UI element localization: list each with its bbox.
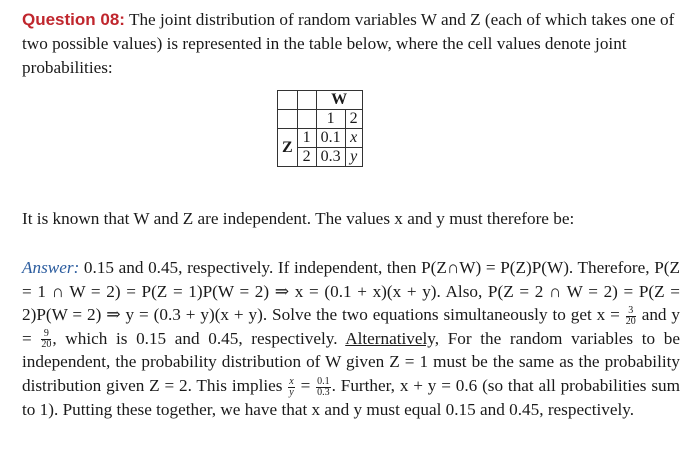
independence-statement: It is known that W and Z are independent. The values x and y must therefore be: (22, 209, 575, 228)
answer-text-2: and y = (22, 305, 681, 348)
equals-sign: = (300, 375, 311, 395)
z-value-2: 2 (297, 148, 316, 167)
table-cell: 0.1 (316, 129, 345, 148)
table-corner-cell (297, 110, 316, 129)
fraction: $\frac{x}{y}$ (289, 375, 294, 398)
table-cell: x (345, 129, 362, 148)
z-value-1: 1 (297, 129, 316, 148)
fraction: $\frac{0.1}{0.3}$ (317, 375, 330, 398)
joint-distribution-table (277, 90, 363, 167)
z-header: Z (278, 129, 298, 167)
answer-label: Answer: (22, 258, 80, 277)
alternatively-link: Alternatively, (345, 328, 440, 348)
fraction: $\frac{3}{20}$ (625, 304, 636, 327)
answer-text-5: . Further, x + y = 0.6 (so that all probabilities sum to 1). Putting these together, we have that x and y must equal 0.15 and 0.45, respectively. (22, 375, 680, 419)
table-cell: 0.3 (316, 148, 345, 167)
question-body: The joint distribution of random variables W and Z (each of which takes one of two possible values) is represented in the table below, where the cell values denote joint probabilities: (22, 10, 675, 77)
table-corner-cell (278, 91, 298, 110)
answer-text-4: For the random variables to be independent, the probability distribution of W given Z = 1 must be the same as the probability distribution given Z = 2. This implies (22, 328, 680, 395)
w-value-2: 2 (345, 110, 362, 129)
answer-block (22, 256, 680, 421)
answer-text-3: , which is 0.15 and 0.45, respectively. (52, 328, 338, 348)
question-text (22, 8, 680, 80)
question-block (22, 8, 680, 80)
table-corner-cell (297, 91, 316, 110)
w-value-1: 1 (316, 110, 345, 129)
table-corner-cell (278, 110, 298, 129)
fraction: $\frac{9}{20}$ (41, 328, 52, 351)
question-label: Question 08: (22, 10, 125, 29)
answer-text-1: 0.15 and 0.45, respectively. If independent, then P(Z∩W) = P(Z)P(W). Therefore, P(Z = 1 ∩ W = 2) = P(Z = 1)P(W = 2) ⇒ x = (0.1 + x)(x + y). Also, P(Z = 2 ∩ W = 2) = P(Z = 2)P(W = 2) ⇒ y = (0.3 + y)(x + y). Solve the two equations simultaneously to get x = (22, 258, 680, 325)
table-cell: y (345, 148, 362, 167)
w-header: W (316, 91, 362, 110)
